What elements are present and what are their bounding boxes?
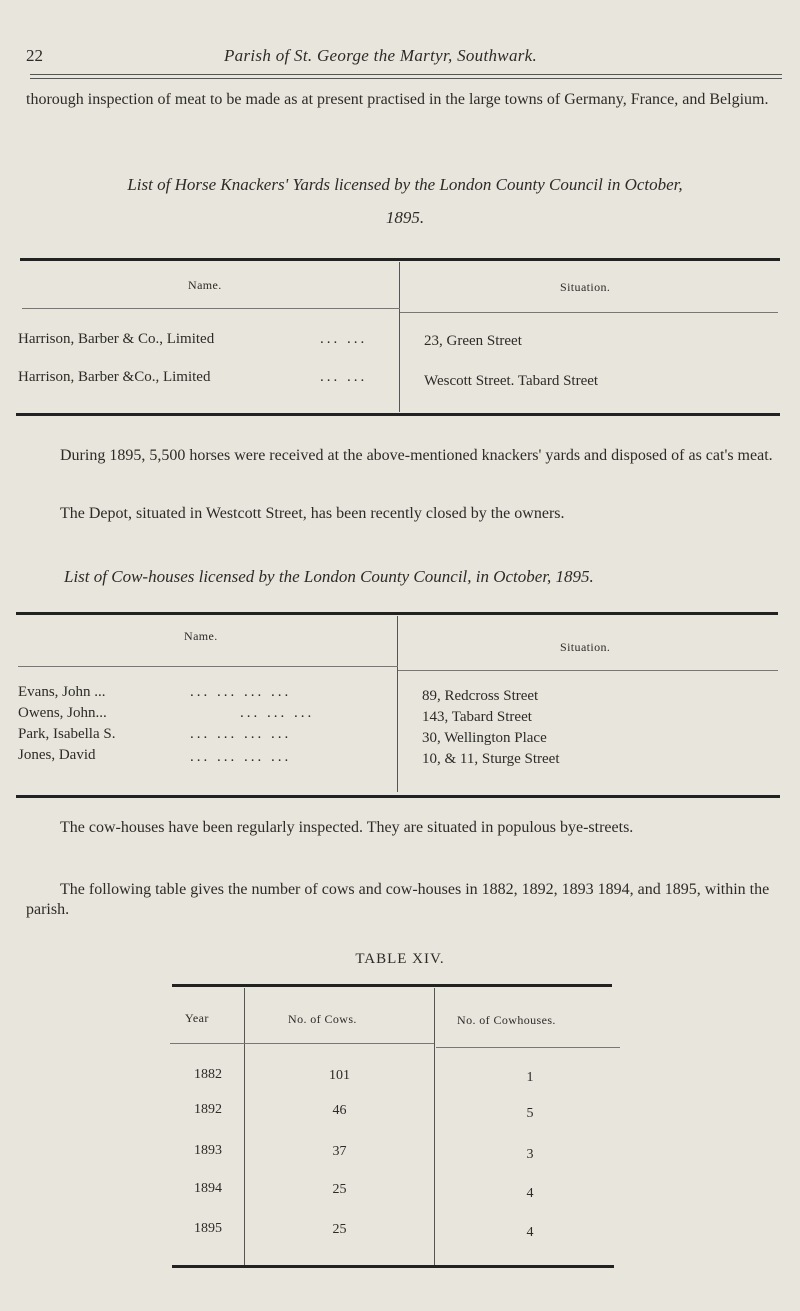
table-xiv-row-4-year: 1894 (194, 1181, 222, 1196)
running-title: Parish of St. George the Martyr, Southwark. (224, 46, 538, 65)
cowhouses-row-4-name: Jones, David (18, 747, 96, 763)
table-xiv-row-1-cowhouses: 1 (526, 1070, 534, 1085)
cowhouses-caption: List of Cow-houses licensed by the London County Council, in October, 1895. (64, 567, 594, 586)
knackers-header-situation: Situation. (560, 280, 611, 294)
cowhouses-row-4-dots: ... ... ... ... (190, 749, 292, 765)
header-rule-bottom (30, 78, 782, 79)
depot-paragraph: The Depot, situated in Westcott Street, has been recently closed by the owners. (60, 505, 565, 522)
knackers-column-divider (399, 262, 400, 412)
cowhouses-header-situation: Situation. (560, 640, 611, 654)
page-number: 22 (26, 46, 43, 65)
table-xiv-row-3-cows: 37 (332, 1144, 347, 1159)
horses-paragraph: During 1895, 5,500 horses were received at the above-mentioned knackers' yards and disposed of as cat's meat. (60, 447, 773, 464)
cowhouses-row-1-dots: ... ... ... ... (190, 684, 292, 700)
knackers-caption-line2: 1895. (385, 208, 425, 227)
cowhouses-header-rule-left (18, 666, 398, 667)
knackers-row-1-name: Harrison, Barber & Co., Limited (18, 331, 215, 347)
knackers-header-name: Name. (188, 278, 222, 292)
inspected-paragraph: The cow-houses have been regularly inspected. They are situated in populous bye-streets. (60, 819, 634, 836)
table-xiv-row-3-year: 1893 (194, 1143, 222, 1158)
table-xiv-row-2-cowhouses: 5 (526, 1106, 534, 1121)
table-xiv-row-5-cows: 25 (332, 1222, 347, 1237)
knackers-row-1-dots: ... ... (320, 331, 368, 347)
table-xiv-header-rule-left (170, 1043, 434, 1044)
knackers-table-bottom-rule (16, 413, 780, 416)
table-xiv-row-1-year: 1882 (194, 1067, 222, 1082)
cowhouses-row-3-dots: ... ... ... ... (190, 726, 292, 742)
knackers-caption-line1: List of Horse Knackers' Yards licensed by the London County Council in October, (127, 175, 683, 194)
cowhouses-row-2-dots: ... ... ... (240, 705, 315, 721)
table-xiv-row-5-cowhouses: 4 (526, 1225, 534, 1240)
cowhouses-row-2-name: Owens, John... (18, 705, 107, 721)
table-xiv-top-rule (172, 984, 612, 987)
knackers-table-top-rule (20, 258, 780, 261)
knackers-row-1-situation: 23, Green Street (424, 333, 522, 349)
cowhouses-row-2-situation: 143, Tabard Street (422, 709, 532, 725)
knackers-row-2-name: Harrison, Barber &Co., Limited (18, 369, 211, 385)
table-xiv-header-cows: No. of Cows. (288, 1012, 357, 1026)
cowhouses-row-4-situation: 10, & 11, Sturge Street (422, 751, 560, 767)
table-xiv-header-cowhouses: No. of Cowhouses. (457, 1013, 556, 1027)
table-xiv-row-4-cowhouses: 4 (526, 1186, 534, 1201)
knackers-row-2-dots: ... ... (320, 369, 368, 385)
cowhouses-row-1-situation: 89, Redcross Street (422, 688, 539, 704)
header-rule-top (30, 74, 782, 75)
table-xiv-bottom-rule (172, 1265, 614, 1268)
cowhouses-row-3-situation: 30, Wellington Place (422, 730, 547, 746)
table-xiv-row-2-year: 1892 (194, 1102, 222, 1117)
page-header (26, 46, 786, 70)
table-xiv-header-year: Year (185, 1011, 209, 1025)
knackers-row-2-situation: Wescott Street. Tabard Street (424, 373, 599, 389)
cowhouses-row-1-name: Evans, John ... (18, 684, 106, 700)
cowhouses-table-top-rule (16, 612, 778, 615)
table-xiv-row-4-cows: 25 (332, 1182, 347, 1197)
cowhouses-header-name: Name. (184, 629, 218, 643)
cowhouses-table-bottom-rule (16, 795, 780, 798)
knackers-header-rule-right (400, 312, 778, 313)
intro-paragraph: thorough inspection of meat to be made as at present practised in the large towns of Germany, France, and Belgium. (26, 91, 769, 108)
cowhouses-header-rule-right (398, 670, 778, 671)
following-paragraph: The following table gives the number of cows and cow-houses in 1882, 1892, 1893 1894, and 1895, within the parish. (26, 881, 770, 918)
cowhouses-column-divider (397, 616, 398, 792)
table-xiv-title: TABLE XIV. (355, 951, 445, 967)
table-xiv-header-rule-right (436, 1047, 620, 1048)
knackers-header-rule-left (22, 308, 400, 309)
knackers-caption (20, 168, 790, 234)
cowhouses-row-3-name: Park, Isabella S. (18, 726, 116, 742)
table-xiv-row-2-cows: 46 (332, 1103, 347, 1118)
table-xiv-row-5-year: 1895 (194, 1221, 222, 1236)
table-xiv-row-3-cowhouses: 3 (526, 1147, 534, 1162)
table-xiv-row-1-cows: 101 (329, 1068, 350, 1083)
